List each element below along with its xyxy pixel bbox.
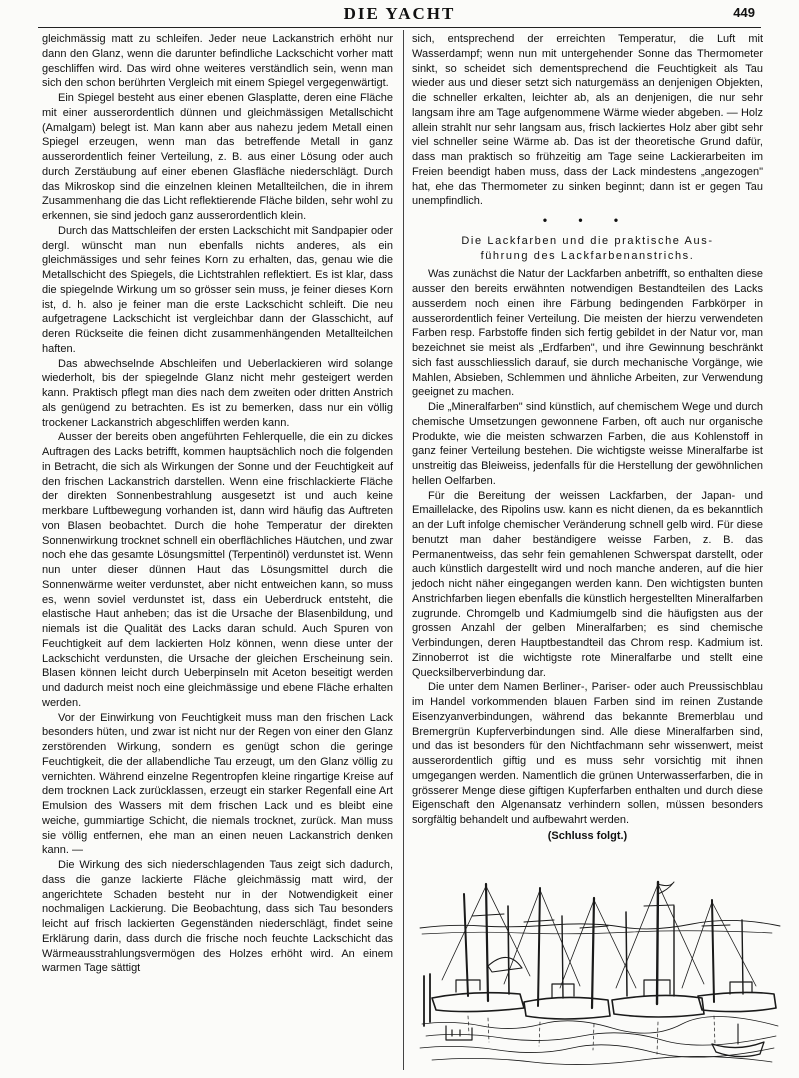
section-heading bbox=[412, 234, 763, 264]
body-paragraph: Die unter dem Namen Berliner-, Pariser- oder auch Preussischblau im Handel vorkommenden blauen Farben sind im reinen Zustande Eisenzyanverbindungen, während das bekannte Bremerblau und Bremergrün Kupferverbindungen sind. Alle diese Mineralfarben sind, und das ist besonders für den Nichtfachmann sehr wissenwert, meist ausserordentlich giftig und es muss sehr vorsichtig mit ihnen umgegangen werden. Namentlich die grünen Unterwasserfarben, die in grösserer Menge diese giftigen Kupferfarben enthalten und durch diese Eigenschaft den Algenansatz verhindern sollen, müssen besonders sorgfältig behandelt und aufbewahrt werden. bbox=[412, 681, 763, 826]
page-header bbox=[0, 4, 799, 26]
right-column bbox=[412, 32, 763, 842]
continuation-note: (Schluss folgt.) bbox=[547, 829, 628, 842]
harbor-sketch-illustration bbox=[412, 876, 787, 1072]
body-paragraph: Was zunächst die Natur der Lackfarben anbetrifft, so enthalten diese ausser den bereits erwähnten notwendigen Bestandteilen des Lacks ausserdem noch einen ihre Färbung bedingenden Farbkörper in ausserordentlich feiner Verteilung. Die meisten der hierzu verwendeten Farben resp. Farbstoffe finden sich fertig gebildet in der Natur vor, man bezeichnet sie meist als „Erdfarben", und ihre Gewinnung beschränkt sich fast ausschliesslich darauf, sie durch mechanische Vorgänge, wie Mahlen, Absieben, Schlemmen und ähnliche Arbeiten, zur Verwendung geeignet zu machen. bbox=[412, 268, 763, 399]
body-paragraph: Ausser der bereits oben angeführten Fehlerquelle, die ein zu dickes Auftragen des Lacks betrifft, kommen hauptsächlich noch die folgenden in Betracht, die sich als Wirkungen der Sonne und der Feuchtigkeit auf den frischen Lackanstrich darstellen. Wenn eine frischlackierte Fläche der direkten Sonnenbestrahlung ausgesetzt ist und auch keine merkbare Luftbewegung vorhanden ist, dann wird häufig das Auftreten von Blasen beobachtet. Durch die hohe Temperatur der direkten Sonnenwirkung trocknet schnell ein oberflächliches Häutchen, und zwar noch ehe das gesamte Lösungsmittel (Terpentinöl) verdunstet ist. Wenn nun unter dieser dünnen Haut das Lösungsmittel durch die Sonnenwärme weiter verdunstet, aber nicht entweichen kann, so muss es, wenn soviel verdunstet ist, dass ein Ueberdruck entsteht, die elastische Haut anheben; das ist die Ursache der Blasenbildung, und niemals ist die Qualität des Lacks daran schuld. Auch Spuren von Feuchtigkeit auf dem lackierten Holz können, wenn diese unter der Lackschicht verdunsten, die Ursache der gleichen Erscheinung sein. Blasen können leicht durch Ueberpinseln mit Aceton beseitigt werden und dadurch meist noch eine gleichmässige und ebene Fläche erhalten werden. bbox=[42, 431, 393, 709]
body-paragraph: Das abwechselnde Abschleifen und Ueberlackieren wird solange wiederholt, bis der spiegelnde Glanz nicht mehr gesteigert werden kann. Praktisch pflegt man dies nach dem zweiten oder dritten Anstrich als genügend zu betrachten. Es ist zu bemerken, dass nur ein völlig trockener Lackanstrich abgeschliffen werden kann. bbox=[42, 357, 393, 429]
magazine-title: DIE YACHT bbox=[343, 4, 456, 23]
column-divider bbox=[403, 30, 404, 1070]
body-paragraph: Die „Mineralfarben" sind künstlich, auf chemischem Wege und durch chemische Umsetzungen gewonnene Farben, oft auch nur organische Produkte, wie die meisten schwarzen Farben, die aus Kohlenstoff in ganz feiner Verteilung bestehen. Die wichtigste weisse Mineralfarbe ist unstreitig das Bleiweiss, jedenfalls für die Herstellung der gewöhnlichen hellen Oelfarben. bbox=[412, 401, 763, 487]
body-paragraph: Durch das Mattschleifen der ersten Lackschicht mit Sandpapier oder dergl. wünscht man nun ebenfalls nichts anderes, als ein gleichmässiges und sehr feines Korn zu erhalten, das, genau wie die Metallschicht des Spiegels, die Lichtstrahlen reflektiert. Es ist klar, dass die spiegelnde Wirkung um so grösser sein muss, je feiner dieses Korn ist, d. h. also je feiner man die erste Lackschicht schleift. Die neu aufgetragene Lackschicht ist vergleichbar dann der Glasschicht, auf deren Rückseite die feinen dicht zusammenhängenden Metallteilchen haften. bbox=[42, 224, 393, 355]
section-heading-line: führung des Lackfarbenanstrichs. bbox=[480, 249, 695, 262]
left-column bbox=[42, 32, 393, 1074]
body-paragraph: Vor der Einwirkung von Feuchtigkeit muss man den frischen Lack besonders hüten, und zwar ist nicht nur der Regen von einer den Glanz zerstörenden Wirkung, sondern es genügt schon die geringe Feuchtigkeit, die der allabendliche Tau erzeugt, um den Glanz völlig zu vernichten. Während einzelne Regentropfen kleine ringartige Kreise auf dem trocknen Lack zurücklassen, erzeugt ein starker Regenfall eine Art Emulsion des Wassers mit dem frischen Lack und es bleibt eine weiche, gummiartige Schicht, die niemals trocknet, zurück. Man muss sie völlig entfernen, ehe man an einen neuen Lackanstrich denken kann. — bbox=[42, 711, 393, 857]
body-paragraph: Die Wirkung des sich niederschlagenden Taus zeigt sich dadurch, dass die ganze lackierte Fläche gleichmässig matt wird, der angerichtete Schaden besteht nur in der Notwendigkeit einer nochmaligen Lackierung. Die Beobachtung, dass sich Tau besonders leicht auf frisch lackierten Gegenständen niederschlägt, findet seine Erklärung darin, dass durch die frische noch feuchte Lackschicht das Wärmeausstrahlungsvermögen des Holzes erhöht wird. An einem warmen Tage sättigt bbox=[42, 859, 393, 975]
body-paragraph: sich, entsprechend der erreichten Temperatur, die Luft mit Wasserdampf; wenn nun mit untergehender Sonne das Thermometer sinkt, so scheidet sich dementsprechend die Feuchtigkeit als Tau wieder aus und dieser setzt sich naturgemäss an denjenigen Objekten, die schneller erkalten, leichter ab, als an denjenigen, die nur sehr langsam ihre am Tage aufgenommene Wärme wieder abgeben. — Holz allein strahlt nur sehr langsam aus, frisch lackiertes Holz aber gibt sehr viel schneller seine Wärme ab. Das ist der theoretische Grund dafür, dass man praktisch so frühzeitig am Tage seine Lackierarbeiten im Freien beendigt haben muss, dass der Lack mindestens „angezogen" hat, ehe das Thermometer zu sinken beginnt; dann ist er gegen Tau unempfindlich. bbox=[412, 33, 763, 208]
section-heading-line: Die Lackfarben und die praktische Aus- bbox=[461, 234, 714, 247]
body-paragraph: Ein Spiegel besteht aus einer ebenen Glasplatte, deren eine Fläche mit einer ausserordentlich dünnen und gleichmässigen Metallschicht (Amalgam) belegt ist. Man kann aber aus nahezu jedem Metall einen Spiegel erzeugen, wenn man das betreffende Metall in ganz ausserordentlich feiner Verteilung, z. B. aus einer Lösung oder auch durch Zerstäubung auf einer ebenen Glasfläche niederschlägt. Durch das Mikroskop sind die einzelnen kleinen Metallteilchen, die in ihrem Zusammenhang die das Licht reflektierende Fläche bilden, sehr wohl zu erkennen, sie sind jedoch ganz ausserordentlich klein. bbox=[42, 92, 393, 222]
section-separator: • • • bbox=[542, 213, 633, 227]
header-rule bbox=[38, 27, 761, 28]
body-paragraph: gleichmässig matt zu schleifen. Jeder neue Lackanstrich erhöht nur dann den Glanz, wenn die darunter befindliche Lackschicht vorher matt geschliffen wird. Das wird ohne weiteres verständlich sein, wenn man sich den schon berührten Vergleich mit einem Spiegel vergegenwärtigt. bbox=[42, 33, 393, 90]
page-number: 449 bbox=[733, 5, 755, 20]
body-paragraph: Für die Bereitung der weissen Lackfarben, der Japan- und Emaillelacke, des Ripolins usw. kann es nicht dienen, da es bekanntlich an der Luft infolge chemischer Veränderung schnell gelb wird. Für diese benutzt man daher beständigere weisse Farben, z. B. das Permanentweiss, das sehr fein gemahlenen Schwerspat darstellt, oder auch künstlich dargestellt wird und noch manche anderen, auf die hier jedoch nicht näher eingegangen werden kann. Den wichtigsten bunten Anstrichfarben liegen ebenfalls die künstlich hergestellten Mineralfarben zugrunde. Chromgelb und Kadmiumgelb sind die häufigsten aus der grossen Anzahl der gelben Mineralfarben; es sind chemische Verbindungen, deren Hauptbestandteil das Chrom resp. Kadmium ist. Zinnoberrot ist die wichtigste rote Mineralfarbe und stellt eine Quecksilberverbindung dar. bbox=[412, 489, 763, 679]
